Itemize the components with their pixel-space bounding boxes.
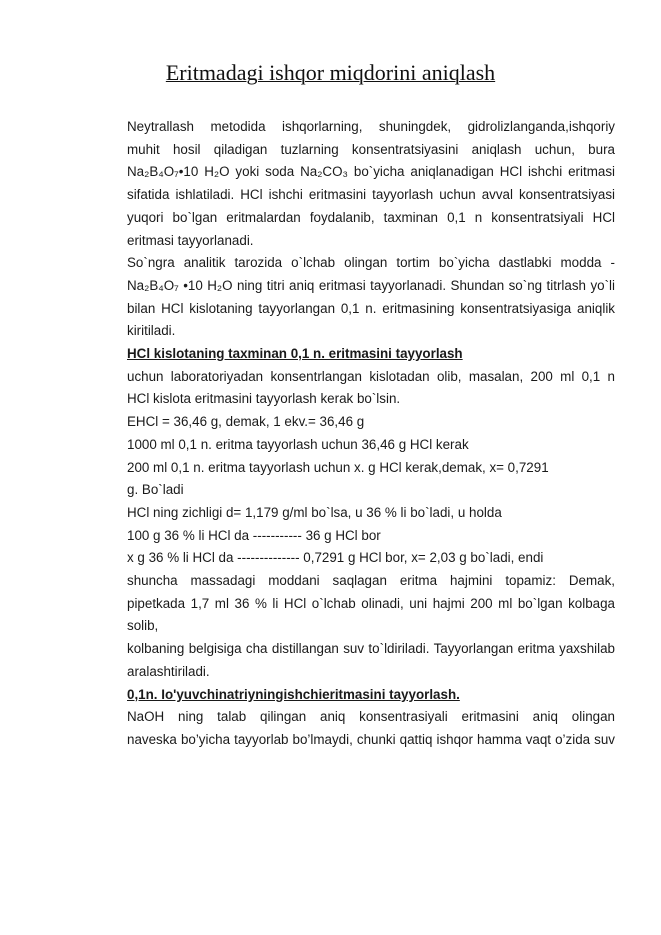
text-line: yuqori bo`lgan eritmalardan foydalanib, taxminan 0,1 n konsentratsiyali HCl: [127, 209, 615, 225]
section-heading: 0,1n. Io'yuvchinatriyningishchieritmasini tayyorlash.: [127, 686, 460, 702]
text-line: HCl ning zichligi d= 1,179 g/ml bo`lsa, u 36 % li bo`ladi, u holda: [127, 504, 502, 520]
text-line: HCl kislota eritmasini tayyorlash kerak bo`lsin.: [127, 391, 401, 407]
text-line: Na₂B₄O₇•10 H₂O yoki soda Na₂CO₃ bo`yicha aniqlanadigan HCl ishchi eritmasi: [127, 164, 615, 180]
text-line: x g 36 % li HCl da -------------- 0,7291 g HCl bor, x= 2,03 g bo`ladi, endi: [127, 550, 544, 566]
text-line: Neytrallash metodida ishqorlarning, shuningdek, gidrolizlanganda,ishqoriy: [127, 119, 615, 134]
text-line: pipetkada 1,7 ml 36 % li HCl o`lchab olinadi, uni hajmi 200 ml bo`lgan kolbaga solib,: [127, 595, 615, 634]
text-line: So`ngra analitik tarozida o`lchab olingan tortim bo`yicha dastlabki modda -: [127, 255, 615, 271]
text-line: shuncha massadagi moddani saqlagan eritma hajmini topamiz: Demak,: [127, 573, 615, 589]
text-line: aralashtiriladi.: [127, 663, 210, 679]
text-line: 1000 ml 0,1 n. eritma tayyorlash uchun 36,46 g HCl kerak: [127, 436, 469, 452]
document-body: [127, 116, 615, 752]
section-heading: HCl kislotaning taxminan 0,1 n. eritmasini tayyorlash: [127, 346, 463, 362]
text-line: 100 g 36 % li HCl da ----------- 36 g HCl bor: [127, 527, 381, 543]
text-line: kolbaning belgisiga cha distillangan suv to`ldiriladi. Tayyorlangan eritma yaxshilab: [127, 641, 615, 657]
text-line: g. Bo`ladi: [127, 482, 184, 498]
text-line: sifatida ishlatiladi. HCl ishchi eritmasini tayyorlash uchun avval konsentratsiyasi: [127, 187, 615, 203]
text-line: NaOH ning talab qilingan aniq konsentrasiyali eritmasini aniq olingan: [127, 709, 615, 725]
text-line: uchun laboratoriyadan konsentrlangan kislotadan olib, masalan, 200 ml 0,1 n: [127, 368, 615, 384]
text-line: bilan HCl kislotaning tayyorlangan 0,1 n. eritmasining konsentratsiyasiga aniqlik: [127, 300, 615, 316]
text-line: 200 ml 0,1 n. eritma tayyorlash uchun x. g HCl kerak,demak, x= 0,7291: [127, 459, 549, 475]
text-line: muhit hosil qiladigan tuzlarning konsentratsiyasini aniqlash uchun, bura: [127, 141, 615, 157]
text-line: eritmasi tayyorlanadi.: [127, 232, 254, 248]
text-line: EHCl = 36,46 g, demak, 1 ekv.= 36,46 g: [127, 414, 365, 430]
text-line: Na₂B₄O₇ •10 H₂O ning titri aniq eritmasi tayyorlanadi. Shundan so`ng titrlash yo`li: [127, 277, 615, 293]
document-title: Eritmadagi ishqor miqdorini aniqlash: [165, 60, 496, 85]
text-line: kiritiladi.: [127, 323, 176, 339]
text-line: naveska bo’yicha tayyorlab bo’lmaydi, chunki qattiq ishqor hamma vaqt o’zida suv: [127, 731, 615, 747]
